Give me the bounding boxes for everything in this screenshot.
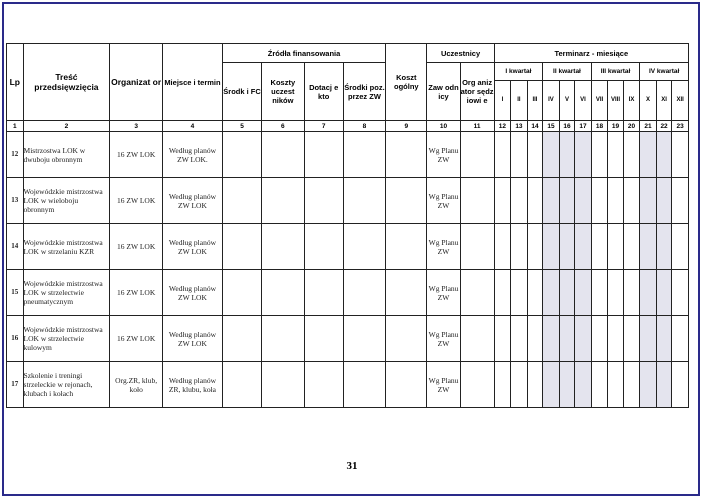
header-kwartal-3: III kwartał xyxy=(591,63,640,81)
column-number: 10 xyxy=(427,121,460,132)
row-zawodnicy: Wg Planu ZW xyxy=(427,316,460,362)
header-kwartal-2: II kwartał xyxy=(543,63,592,81)
row-month-cell xyxy=(623,178,640,224)
row-month-cell xyxy=(575,132,592,178)
column-number: 2 xyxy=(23,121,110,132)
row-lp: 12 xyxy=(7,132,24,178)
row-month-cell xyxy=(640,316,657,362)
row-tresc: Wojewódzkie mistrzostwa LOK w strzelaniu KZR xyxy=(23,224,110,270)
row-empty-cell xyxy=(343,178,385,224)
header-uczestnicy: Uczestnicy xyxy=(427,44,494,63)
row-month-cell xyxy=(672,224,689,270)
page-number: 31 xyxy=(346,460,358,472)
header-month-6: VI xyxy=(575,81,592,121)
row-empty-cell xyxy=(386,362,427,408)
row-month-cell xyxy=(672,178,689,224)
row-empty-cell xyxy=(460,362,494,408)
row-month-cell xyxy=(511,316,528,362)
row-organizator: 16 ZW LOK xyxy=(110,316,163,362)
row-empty-cell xyxy=(460,224,494,270)
row-lp: 14 xyxy=(7,224,24,270)
row-month-cell xyxy=(494,132,511,178)
column-number: 8 xyxy=(343,121,385,132)
header-month-7: VII xyxy=(591,81,608,121)
row-month-cell xyxy=(494,316,511,362)
column-number: 6 xyxy=(262,121,304,132)
table-row xyxy=(7,362,689,408)
row-month-cell xyxy=(494,178,511,224)
row-month-cell xyxy=(608,224,623,270)
row-miejsce: Według planów ZW LOK xyxy=(163,178,223,224)
row-month-cell xyxy=(494,362,511,408)
column-number: 9 xyxy=(386,121,427,132)
row-month-cell xyxy=(527,224,542,270)
table-row xyxy=(7,270,689,316)
row-month-cell xyxy=(623,224,640,270)
header-month-1: I xyxy=(494,81,511,121)
header-organizator: Organizat or xyxy=(110,44,163,121)
row-month-cell xyxy=(656,270,671,316)
row-month-cell xyxy=(494,270,511,316)
column-number: 7 xyxy=(304,121,343,132)
row-empty-cell xyxy=(304,270,343,316)
row-month-cell xyxy=(623,270,640,316)
row-month-cell xyxy=(527,132,542,178)
row-empty-cell xyxy=(222,270,261,316)
row-empty-cell xyxy=(386,316,427,362)
header-month-5: V xyxy=(559,81,574,121)
row-zawodnicy: Wg Planu ZW xyxy=(427,132,460,178)
row-tresc: Mistrzostwa LOK w dwuboju obronnym xyxy=(23,132,110,178)
row-month-cell xyxy=(559,224,574,270)
row-lp: 15 xyxy=(7,270,24,316)
row-empty-cell xyxy=(343,224,385,270)
header-kwartal-4: IV kwartał xyxy=(640,63,689,81)
row-tresc: Szkolenie i treningi strzeleckie w rejonach, klubach i kołach xyxy=(23,362,110,408)
table-row xyxy=(7,316,689,362)
row-month-cell xyxy=(656,132,671,178)
header-srodki-poza: Środki poz. przez ZW xyxy=(343,63,385,121)
row-empty-cell xyxy=(304,178,343,224)
header-miejsce: Miejsce i termin xyxy=(163,44,223,121)
row-month-cell xyxy=(511,132,528,178)
row-lp: 13 xyxy=(7,178,24,224)
header-month-11: XI xyxy=(656,81,671,121)
row-empty-cell xyxy=(222,132,261,178)
row-month-cell xyxy=(559,132,574,178)
row-month-cell xyxy=(608,270,623,316)
row-month-cell xyxy=(575,362,592,408)
column-number: 18 xyxy=(591,121,608,132)
row-month-cell xyxy=(527,316,542,362)
row-month-cell xyxy=(575,224,592,270)
row-month-cell xyxy=(527,178,542,224)
header-zrodla-finansowania: Źródła finansowania xyxy=(222,44,385,63)
header-month-2: II xyxy=(511,81,528,121)
row-tresc: Wojewódzkie mistrzostwa LOK w strzelectwie pneumatycznym xyxy=(23,270,110,316)
row-month-cell xyxy=(623,316,640,362)
row-month-cell xyxy=(640,362,657,408)
row-empty-cell xyxy=(304,132,343,178)
row-month-cell xyxy=(511,270,528,316)
column-number: 21 xyxy=(640,121,657,132)
row-month-cell xyxy=(543,362,560,408)
column-number: 23 xyxy=(672,121,689,132)
row-month-cell xyxy=(559,362,574,408)
row-month-cell xyxy=(672,316,689,362)
row-month-cell xyxy=(640,178,657,224)
row-empty-cell xyxy=(386,132,427,178)
row-empty-cell xyxy=(222,224,261,270)
header-month-9: IX xyxy=(623,81,640,121)
row-month-cell xyxy=(656,362,671,408)
row-empty-cell xyxy=(222,178,261,224)
plan-table xyxy=(6,43,689,408)
row-miejsce: Według planów ZW LOK xyxy=(163,270,223,316)
row-empty-cell xyxy=(460,132,494,178)
row-month-cell xyxy=(640,270,657,316)
row-month-cell xyxy=(608,316,623,362)
row-month-cell xyxy=(527,362,542,408)
row-empty-cell xyxy=(262,316,304,362)
table-row xyxy=(7,178,689,224)
row-organizator: 16 ZW LOK xyxy=(110,132,163,178)
row-zawodnicy: Wg Planu ZW xyxy=(427,178,460,224)
row-organizator: Org.ZR, klub, koło xyxy=(110,362,163,408)
row-month-cell xyxy=(591,224,608,270)
row-month-cell xyxy=(640,132,657,178)
column-number: 20 xyxy=(623,121,640,132)
column-number: 5 xyxy=(222,121,261,132)
row-month-cell xyxy=(591,316,608,362)
row-month-cell xyxy=(559,316,574,362)
row-month-cell xyxy=(494,224,511,270)
column-number: 15 xyxy=(543,121,560,132)
row-organizator: 16 ZW LOK xyxy=(110,270,163,316)
row-empty-cell xyxy=(460,316,494,362)
row-empty-cell xyxy=(343,362,385,408)
row-empty-cell xyxy=(222,362,261,408)
row-month-cell xyxy=(543,178,560,224)
table-row xyxy=(7,132,689,178)
row-month-cell xyxy=(672,362,689,408)
row-month-cell xyxy=(608,178,623,224)
row-month-cell xyxy=(656,316,671,362)
column-number: 4 xyxy=(163,121,223,132)
row-month-cell xyxy=(623,132,640,178)
row-miejsce: Według planów ZW LOK xyxy=(163,224,223,270)
row-empty-cell xyxy=(460,270,494,316)
row-month-cell xyxy=(543,132,560,178)
row-empty-cell xyxy=(262,178,304,224)
column-number: 17 xyxy=(575,121,592,132)
header-tresc: Treść przedsięwzięcia xyxy=(23,44,110,121)
row-month-cell xyxy=(575,270,592,316)
row-empty-cell xyxy=(343,270,385,316)
header-lp: Lp xyxy=(7,44,24,121)
row-month-cell xyxy=(511,362,528,408)
row-month-cell xyxy=(543,224,560,270)
row-month-cell xyxy=(672,270,689,316)
row-month-cell xyxy=(591,270,608,316)
row-month-cell xyxy=(656,224,671,270)
row-month-cell xyxy=(511,224,528,270)
header-srodki-fc: Środk i FC xyxy=(222,63,261,121)
row-empty-cell xyxy=(343,316,385,362)
column-number: 13 xyxy=(511,121,528,132)
row-organizator: 16 ZW LOK xyxy=(110,224,163,270)
row-empty-cell xyxy=(304,362,343,408)
row-empty-cell xyxy=(222,316,261,362)
row-month-cell xyxy=(591,362,608,408)
row-month-cell xyxy=(591,178,608,224)
row-month-cell xyxy=(608,362,623,408)
header-month-8: VIII xyxy=(608,81,623,121)
row-miejsce: Według planów ZR, klubu, koła xyxy=(163,362,223,408)
row-month-cell xyxy=(608,132,623,178)
row-empty-cell xyxy=(460,178,494,224)
row-empty-cell xyxy=(304,224,343,270)
row-month-cell xyxy=(511,178,528,224)
row-month-cell xyxy=(672,132,689,178)
row-zawodnicy: Wg Planu ZW xyxy=(427,362,460,408)
row-month-cell xyxy=(575,178,592,224)
row-zawodnicy: Wg Planu ZW xyxy=(427,270,460,316)
column-number: 3 xyxy=(110,121,163,132)
row-empty-cell xyxy=(262,132,304,178)
row-month-cell xyxy=(559,270,574,316)
row-empty-cell xyxy=(386,270,427,316)
column-number: 19 xyxy=(608,121,623,132)
row-empty-cell xyxy=(304,316,343,362)
row-empty-cell xyxy=(386,224,427,270)
row-lp: 17 xyxy=(7,362,24,408)
row-tresc: Wojewódzkie mistrzostwa LOK w strzelectwie kulowym xyxy=(23,316,110,362)
row-month-cell xyxy=(575,316,592,362)
header-month-10: X xyxy=(640,81,657,121)
row-month-cell xyxy=(640,224,657,270)
row-month-cell xyxy=(543,316,560,362)
header-month-3: III xyxy=(527,81,542,121)
column-number: 1 xyxy=(7,121,24,132)
column-number: 14 xyxy=(527,121,542,132)
row-month-cell xyxy=(656,178,671,224)
row-miejsce: Według planów ZW LOK xyxy=(163,316,223,362)
row-empty-cell xyxy=(262,362,304,408)
row-month-cell xyxy=(591,132,608,178)
column-number: 22 xyxy=(656,121,671,132)
row-empty-cell xyxy=(262,224,304,270)
row-lp: 16 xyxy=(7,316,24,362)
column-number: 11 xyxy=(460,121,494,132)
row-month-cell xyxy=(623,362,640,408)
row-organizator: 16 ZW LOK xyxy=(110,178,163,224)
header-koszty-uczestnikow: Koszty uczest ników xyxy=(262,63,304,121)
column-number: 12 xyxy=(494,121,511,132)
header-organizatorzy-sedziowie: Org aniz ator sędz iowi e xyxy=(460,63,494,121)
row-month-cell xyxy=(559,178,574,224)
row-month-cell xyxy=(543,270,560,316)
header-kwartal-1: I kwartał xyxy=(494,63,543,81)
row-zawodnicy: Wg Planu ZW xyxy=(427,224,460,270)
row-empty-cell xyxy=(262,270,304,316)
header-terminarz: Terminarz - miesiące xyxy=(494,44,688,63)
table-row xyxy=(7,224,689,270)
row-tresc: Wojewódzkie mistrzostwa LOK w wieloboju obronnym xyxy=(23,178,110,224)
header-zawodnicy: Zaw odn icy xyxy=(427,63,460,121)
row-empty-cell xyxy=(386,178,427,224)
header-month-4: IV xyxy=(543,81,560,121)
column-number: 16 xyxy=(559,121,574,132)
row-miejsce: Według planów ZW LOK. xyxy=(163,132,223,178)
header-koszt-ogolny: Koszt ogólny xyxy=(386,44,427,121)
row-empty-cell xyxy=(343,132,385,178)
row-month-cell xyxy=(527,270,542,316)
header-month-12: XII xyxy=(672,81,689,121)
header-dotacje: Dotacj e kto xyxy=(304,63,343,121)
